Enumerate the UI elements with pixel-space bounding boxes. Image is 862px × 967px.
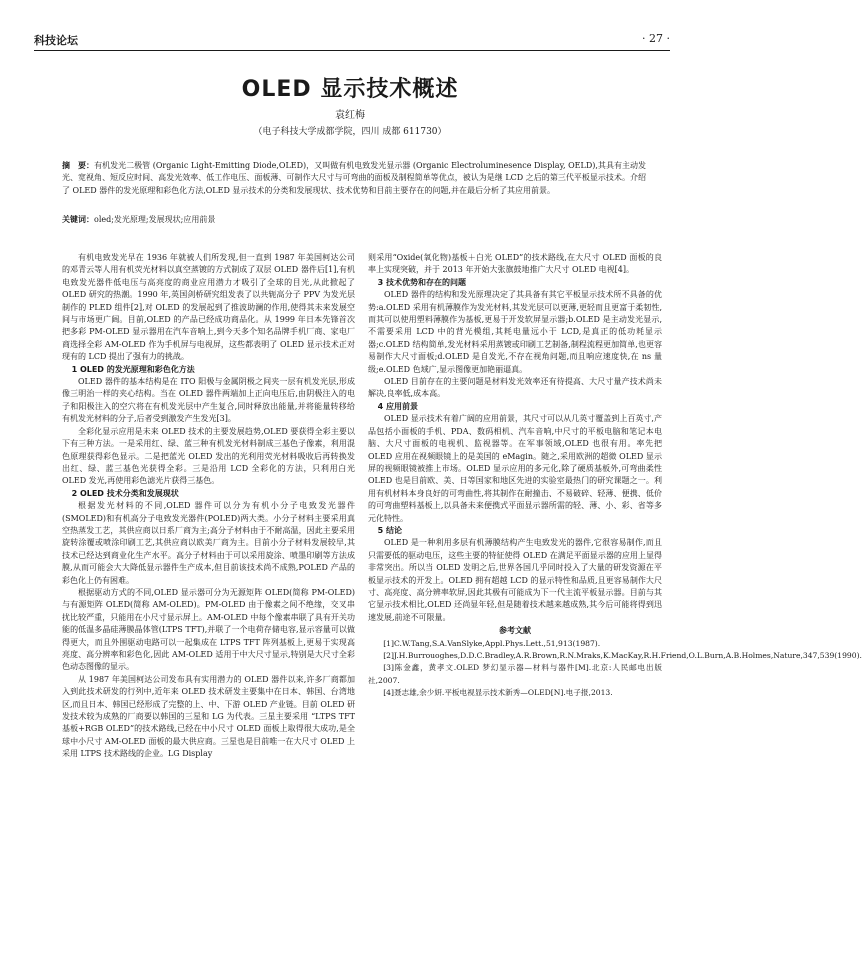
section-heading: 3 技术优势和存在的问题 <box>377 277 466 287</box>
journal-name: 科技论坛 <box>34 34 78 47</box>
reference-item: [3]陈金鑫，黄孝文.OLED 梦幻显示器—材料与器件[M].北京:人民邮电出版社,2007. <box>368 663 662 685</box>
section-heading: 5 结论 <box>377 525 402 535</box>
reference-item: [1]C.W.Tang,S.A.VanSlyke,Appl.Phys.Lett.,51,913(1987). <box>383 638 601 648</box>
author-affiliation: （电子科技大学成都学院，四川 成都 611730） <box>253 127 447 137</box>
body-paragraph: 根据驱动方式的不同,OLED 显示器可分为无源矩阵 OLED(简称 PM-OLED)与有源矩阵 OLED(简称 AM-OLED)。PM-OLED 由于像素之间不绝缘，交叉串扰比较严重，只能用在小尺寸显示屏上。AM-OLED 中每个像素串联了具有开关功能的低温多晶硅薄膜晶体管(LTPS TFT),并联了一个电荷存储电容,显示容量可以做得更大，而且外围驱动电路可以一起集成在 LTPS TFT 阵列基板上,更易于实现高亮度、高分辨率和彩色化,因此 AM-OLED 适用于中大尺寸显示,特别是大尺寸全彩色动态图像的显示。 <box>62 587 355 672</box>
section-heading: 2 OLED 技术分类和发展现状 <box>71 488 179 498</box>
section-heading: 4 应用前景 <box>377 401 418 411</box>
reference-item: [4]聂志雄,余少妍.平板电视显示技术新秀—OLED[N].电子报,2013. <box>383 688 613 698</box>
body-paragraph: 全彩化显示应用是未来 OLED 技术的主要发展趋势,OLED 要获得全彩主要以下有三种方法。一是采用红、绿、蓝三种有机发光材料制成三基色子像素，利用混色原理获得彩色显示。二是把蓝光 OLED 发出的光利用荧光材料吸收后再转换发出红、绿、蓝三基色光获得全彩。三是沿用 LCD 全彩化的方法，只利用白光 OLED 发光,再使用彩色滤光片获得三基色。 <box>62 426 355 486</box>
page-number: · 27 · <box>642 32 670 45</box>
body-paragraph: OLED 显示技术有着广阔的应用前景，其尺寸可以从几英寸覆盖到上百英寸,产品包括小面板的手机、PDA、数码相机、汽车音响,中尺寸的平板电脑和笔记本电脑、大尺寸面板的电视机、监视器等。在军事领域,OLED 也很有用。率先把 OLED 应用在视频眼镜上的是美国的 eMagin。随之,采用欧洲的超微 OLED 显示屏的视频眼镜被推上市场。OLED 显示应用的多元化,除了硬质基板外,可弯曲柔性 OLED 也是目前欧、美、日等国家和地区先进的实验室最热门的研究课题之一。利用有机材料本身良好的可弯曲性,将其制作在耐撞击、不易破碎、轻薄、便携、低价的可弯曲塑料基板上,以具备未来便携式平面显示器所需的轻、薄、小、彩、省等多元化特性。 <box>368 414 662 523</box>
body-paragraph: OLED 是一种利用多层有机薄膜结构产生电致发光的器件,它很容易制作,而且只需要低的驱动电压，这些主要的特征使得 OLED 在满足平面显示器的应用上显得非常突出。所以当 OLED 发明之后,世界各国几乎同时投入了大量的研发资源在平板显示技术的开发上。OLED 拥有超越 LCD 的显示特性和品质,且更容易制作大尺寸、高亮度、高分辨率软屏,因此其极有可能成为下一代主流平板显示器。目前与其它显示技术相比,OLED 还尚显年轻,但是随着技术越来越成熟,其今后可能将得到迅速发展,前途不可限量。 <box>368 538 662 622</box>
body-paragraph: 根据发光材料的不同,OLED 器件可以分为有机小分子电致发光器件(SMOLED)和有机高分子电致发光器件(POLED)两大类。小分子材料主要采用真空热蒸发工艺，其供应商以日系厂商为主;高分子材料由于不耐高温，因此主要采用旋转涂覆或喷涂印刷工艺,其供应商以欧美厂商为主。目前小分子材料发展较早,其技术已经达到商业化生产水平。高分子材料由于可以采用旋涂、喷墨印刷等方法成膜,从而可能会大大降低显示器件生产成本,但目前该技术尚不成熟,POLED 产品的彩色化上仍有困难。 <box>62 501 355 585</box>
right-column-body <box>368 252 662 624</box>
article-title: OLED 显示技术概述 <box>241 77 459 102</box>
section-heading: 1 OLED 的发光原理和彩色化方法 <box>71 364 195 374</box>
keywords <box>62 214 646 226</box>
references-heading: 参考文献 <box>499 626 531 636</box>
abstract-label: 摘 要： <box>62 161 95 170</box>
body-paragraph: 从 1987 年美国柯达公司发布具有实用潜力的 OLED 器件以来,许多厂商都加入到此技术研发的行列中,近年来 OLED 技术研发主要集中在日本、韩国、台湾地区,而且日本、韩国已经形成了完整的上、中、下游 OLED 产业链。目前 OLED 研发技术较为成熟的厂商要以韩国的三星和 LG 为代表。三星主要采用 “LTPS TFT 基板+RGB OLED”的技术路线,已经在中小尺寸 OLED 面板上取得很大成功,是全球中小尺寸 AM-OLED 面板的最大供应商。三星也是目前唯一在大尺寸 OLED 上采用 LTPS 技术路线的企业。LG Display <box>62 674 355 759</box>
keywords-label: 关键词： <box>62 215 94 224</box>
keywords-text: oled;发光原理;发展现状;应用前景 <box>94 215 216 224</box>
body-left-column <box>62 252 355 761</box>
body-right-column <box>368 252 862 700</box>
author-name: 袁红梅 <box>335 110 365 121</box>
references-list <box>368 638 862 700</box>
body-paragraph: 有机电致发光早在 1936 年就被人们所发现,但一直到 1987 年美国柯达公司的邓青云等人用有机荧光材料以真空蒸镀的方式制成了双层 OLED 器件后[1],有机电致发光器件低电压与高亮度的商业应用潜力才吸引了全球的目光,从此掀起了 OLED 研究的热潮。1990 年,英国剑桥研究组发表了以共轭高分子 PPV 为发光层制作的 PLED 组件[2],对 OLED 的发展起到了推波助澜的作用,使得其未来发展空间与市场更广阔。目前,OLED 的产品已经成功商品化。从 1999 年日本先锋首次把多彩 PM-OLED 显示器用在汽车音响上,到今天多个知名品牌手机厂商、家电厂商选择全彩 AM-OLED 作为手机屏与电视屏，这些都表明了 OLED 显示技术正对现有的 LCD 提出了强有力的挑战。 <box>62 253 355 362</box>
abstract-text: 有机发光二极管 (Organic Light-Emitting Diode,OLED)，又叫做有机电致发光显示器 (Organic Electroluminesence Display, OELD),其具有主动发光、宽视角、短反应时间、高发光效率、低工作电压、面板薄、可制作大尺寸与可弯曲的面板及制程简单等优点，被认为是继 LCD 之后的第三代平板显示技术。介绍了 OLED 器件的发光原理和彩色化方法,OLED 显示技术的分类和发展现状、技术优势和目前主要存在的问题,并在最后分析了其应用前景。 <box>62 161 646 195</box>
abstract <box>62 160 646 197</box>
running-header <box>34 30 670 51</box>
body-paragraph: 则采用“Oxide(氧化物)基板＋白光 OLED”的技术路线,在大尺寸 OLED 面板的良率上实现突破，并于 2013 年开始大张旗鼓地推广大尺寸 OLED 电视[4]。 <box>368 253 662 275</box>
body-paragraph: OLED 器件的基本结构是在 ITO 阳极与金属阴极之间夹一层有机发光层,形成像三明治一样的夹心结构。当在 OLED 器件两端加上正向电压后,由阴极注入的电子和阳极注入的空穴将在有机发光层中产生复合,同时释放出能量,并将能量转移给有机发光材料的分子,后者受到激发产生发光[3]。 <box>62 377 355 424</box>
body-paragraph: OLED 目前存在的主要问题是材料发光效率还有待提高、大尺寸量产技术尚未解决,良率低,成本高。 <box>368 377 662 399</box>
body-paragraph: OLED 器件的结构和发光原理决定了其具备有其它平板显示技术所不具备的优势:a.OLED 采用有机薄膜作为发光材料,其发光层可以更薄,更轻而且更富于柔韧性,而其可以使用塑料薄膜作为基板,更易于开发软屏显示器;b.OLED 是主动发光显示,不需要采用 LCD 中的背光模组,其耗电量远小于 LCD,是真正的低功耗显示器;c.OLED 结构简单,发光材料采用蒸镀或印刷工艺制备,制程流程更加简单,也更容易制作大尺寸面板;d.OLED 是自发光,不存在视角问题,而且响应速度快,在 ns 量级;e.OLED 色域广,显示图像更加艳丽逼真。 <box>368 290 662 374</box>
reference-item: [2]J.H.Burrouoghes,D.D.C.Bradley,A.R.Brown,R.N.Mraks,K.MacKay,R.H.Friend,O.L.Burn,A.B.Holmes,Nature,347,539(1990). <box>383 651 862 660</box>
